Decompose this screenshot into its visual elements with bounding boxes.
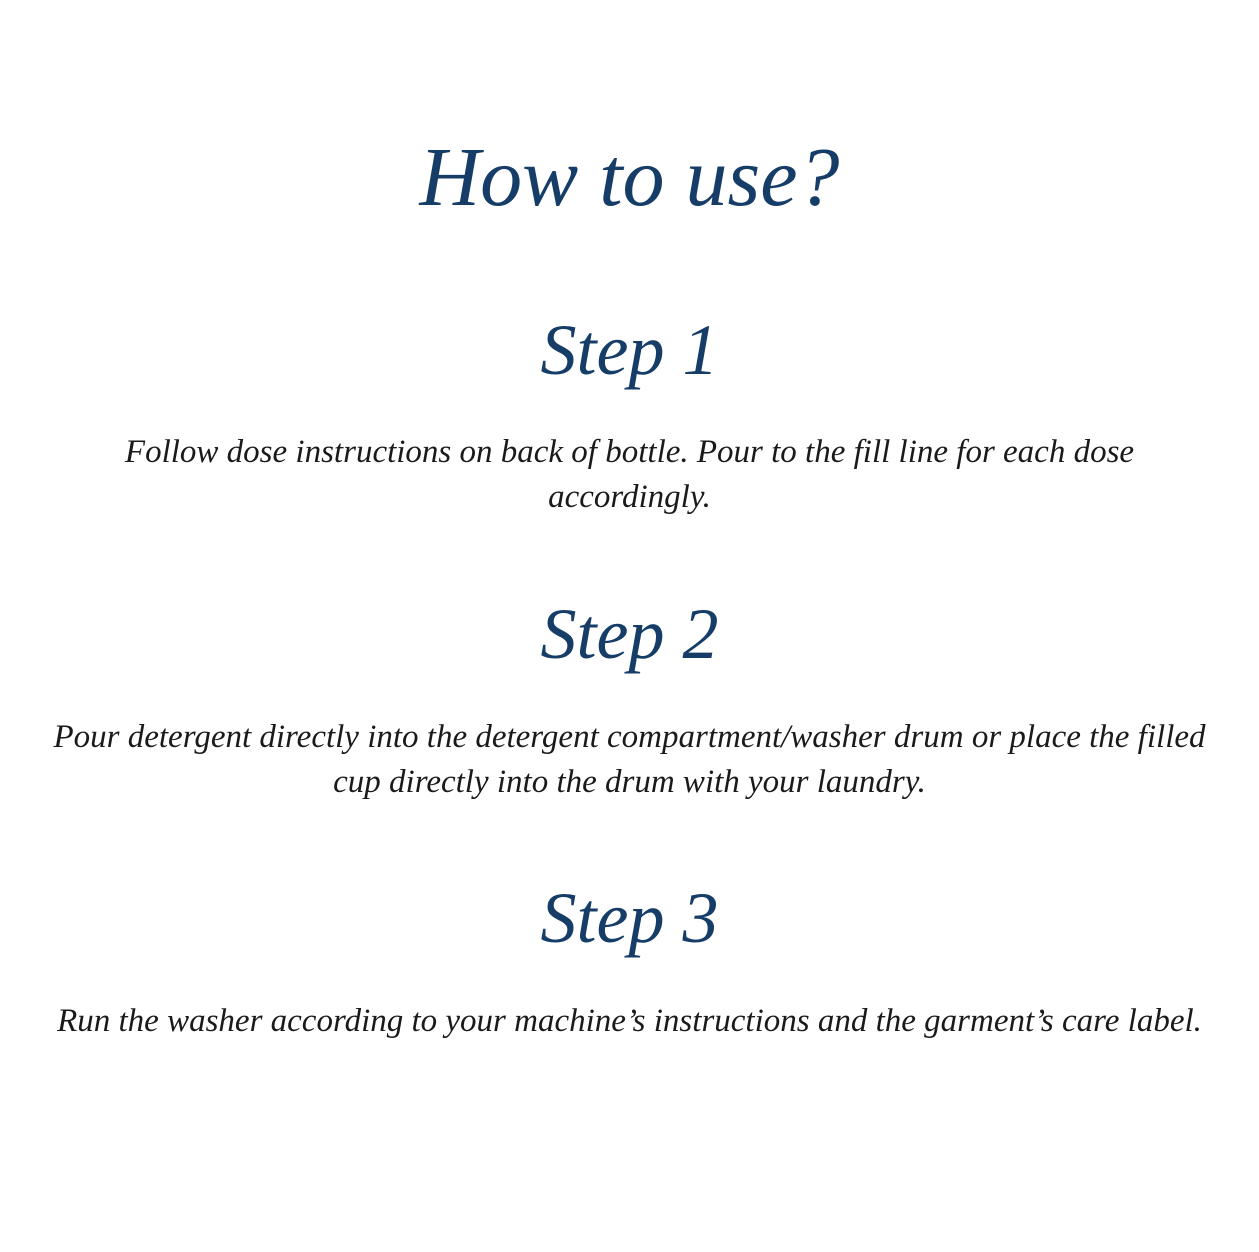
step-2-heading: Step 2 <box>540 594 719 674</box>
step-3-heading: Step 3 <box>540 878 719 958</box>
step-2-instructions: Pour detergent directly into the detergent compartment/washer drum or place the filled cup directly into the drum with your laundry. <box>53 719 1206 800</box>
step-3-instructions: Run the washer according to your machine’s instructions and the garment’s care label. <box>57 1003 1202 1039</box>
step-1-heading: Step 1 <box>540 310 719 390</box>
page-title: How to use? <box>419 131 840 224</box>
step-1-instructions: Follow dose instructions on back of bottle. Pour to the fill line for each dose accordingly. <box>124 434 1135 515</box>
